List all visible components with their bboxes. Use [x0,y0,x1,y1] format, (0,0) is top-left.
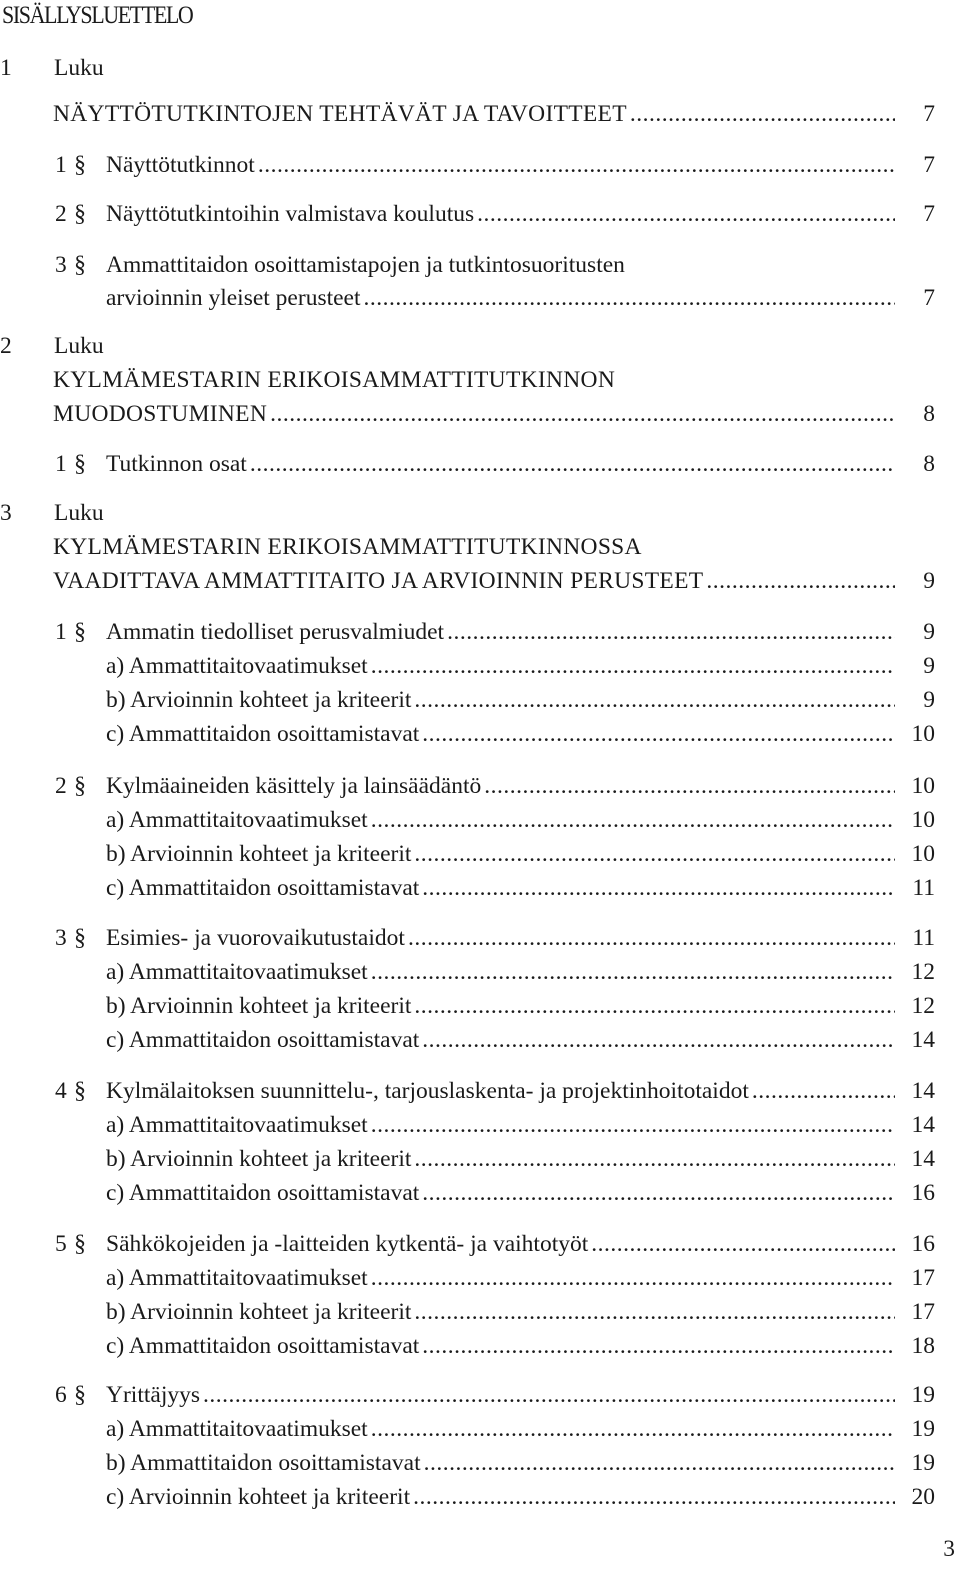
section-symbol: § [74,1231,86,1257]
chapter-label: Luku [54,500,104,526]
chapter-number: 3 [0,500,12,526]
dot-leader [422,1024,895,1056]
toc-entry-subsection[interactable] [106,1413,935,1445]
toc-entry-subsection[interactable] [106,1330,935,1362]
subsection-title: c) Ammattitaidon osoittamistavat [106,1333,420,1359]
section-number: 1 [55,619,67,645]
section-title-line2: arvioinnin yleiset perusteet [106,285,361,311]
toc-entry-subsection[interactable] [106,1447,935,1479]
dot-leader [706,565,895,597]
toc-entry-subsection[interactable] [106,804,935,836]
page-ref: 19 [911,1450,935,1476]
toc-entry-subsection[interactable] [106,650,935,682]
page-ref: 7 [923,101,935,127]
subsection-title: b) Arvioinnin kohteet ja kriteerit [106,687,412,713]
chapter-label: Luku [54,55,104,81]
section-symbol: § [74,925,86,951]
section-title: Näyttötutkinnot [106,152,255,178]
page-ref: 10 [911,773,935,799]
toc-entry-subsection[interactable] [106,956,935,988]
toc-entry-section[interactable] [0,198,935,230]
page-ref: 10 [911,841,935,867]
dot-leader [203,1379,895,1411]
dot-leader [258,149,895,181]
dot-leader [447,616,895,648]
section-title: Näyttötutkintoihin valmistava koulutus [106,201,475,227]
section-number: 1 [55,152,67,178]
page-ref: 14 [911,1027,935,1053]
page-ref: 16 [911,1180,935,1206]
dot-leader [422,1330,895,1362]
dot-leader [414,1143,895,1175]
page-ref: 19 [911,1382,935,1408]
page-ref: 14 [911,1112,935,1138]
toc-title: SISÄLLYSLUETTELO [2,2,193,29]
toc-entry-chapter[interactable] [53,398,935,430]
section-symbol: § [74,252,86,278]
section-number: 2 [55,773,67,799]
subsection-title: c) Arvioinnin kohteet ja kriteerit [106,1484,411,1510]
page-ref: 12 [911,959,935,985]
page-ref: 7 [923,285,935,311]
chapter-title: KYLMÄMESTARIN ERIKOISAMMATTITUTKINNOSSA [53,534,642,560]
page-ref: 9 [923,568,935,594]
toc-entry-subsection[interactable] [106,1143,935,1175]
section-title: Tutkinnon osat [106,451,247,477]
dot-leader [371,804,895,836]
chapter-label: Luku [54,333,104,359]
toc-entry-subsection[interactable] [106,872,935,904]
chapter-title-line2: MUODOSTUMINEN [53,401,268,427]
page-ref: 10 [911,721,935,747]
page-ref: 9 [923,687,935,713]
subsection-title: b) Arvioinnin kohteet ja kriteerit [106,1146,412,1172]
section-symbol: § [74,451,86,477]
chapter-title: NÄYTTÖTUTKINTOJEN TEHTÄVÄT JA TAVOITTEET [53,101,627,127]
section-symbol: § [74,773,86,799]
toc-entry-chapter[interactable] [53,565,935,597]
page-number: 3 [943,1536,955,1562]
page-ref: 14 [911,1146,935,1172]
toc-entry-subsection[interactable] [106,718,935,750]
page-ref: 11 [912,925,935,951]
subsection-title: b) Arvioinnin kohteet ja kriteerit [106,841,412,867]
dot-leader [484,770,895,802]
toc-entry-subsection[interactable] [106,838,935,870]
dot-leader [413,1481,895,1513]
section-title: Sähkökojeiden ja -laitteiden kytkentä- ja vaihtotyöt [106,1231,589,1257]
dot-leader [414,990,895,1022]
dot-leader [422,1177,895,1209]
chapter-title-line2: VAADITTAVA AMMATTITAITO JA ARVIOINNIN PERUSTEET [53,568,704,594]
dot-leader [371,1109,895,1141]
section-symbol: § [74,201,86,227]
page-ref: 8 [923,401,935,427]
section-symbol: § [74,1078,86,1104]
page-ref: 17 [911,1265,935,1291]
section-title: Ammatin tiedolliset perusvalmiudet [106,619,445,645]
section-symbol: § [74,1382,86,1408]
section-symbol: § [74,152,86,178]
toc-entry-section[interactable] [0,922,935,954]
page-ref: 18 [911,1333,935,1359]
toc-entry-subsection[interactable] [106,990,935,1022]
dot-leader [371,956,895,988]
section-title: Esimies- ja vuorovaikutustaidot [106,925,405,951]
section-title-line1: Ammattitaidon osoittamistapojen ja tutkintosuoritusten [106,252,625,278]
subsection-title: b) Ammattitaidon osoittamistavat [106,1450,421,1476]
section-number: 4 [55,1078,67,1104]
dot-leader [371,1262,895,1294]
page-ref: 20 [911,1484,935,1510]
dot-leader [414,1296,895,1328]
toc-entry-subsection[interactable] [106,1177,935,1209]
subsection-title: a) Ammattitaitovaatimukset [106,653,368,679]
toc-entry-section[interactable] [0,1379,935,1411]
subsection-title: a) Ammattitaitovaatimukset [106,959,368,985]
toc-entry-subsection[interactable] [106,1481,935,1513]
toc-entry-subsection[interactable] [106,1024,935,1056]
toc-entry-subsection[interactable] [106,684,935,716]
subsection-title: a) Ammattitaitovaatimukset [106,1416,368,1442]
toc-entry-section[interactable] [0,1075,935,1107]
page-ref: 14 [911,1078,935,1104]
dot-leader [270,398,895,430]
page-ref: 16 [911,1231,935,1257]
dot-leader [422,872,895,904]
toc-entry-section[interactable] [0,770,935,802]
dot-leader [424,1447,895,1479]
page-ref: 17 [911,1299,935,1325]
toc-entry-subsection[interactable] [106,1296,935,1328]
page-ref: 8 [923,451,935,477]
toc-entry-section[interactable] [0,1228,935,1260]
page-ref: 11 [912,875,935,901]
dot-leader [630,98,895,130]
section-title: Yrittäjyys [106,1382,200,1408]
page-ref: 9 [923,619,935,645]
dot-leader [364,282,895,314]
subsection-title: c) Ammattitaidon osoittamistavat [106,1027,420,1053]
page-ref: 9 [923,653,935,679]
toc-entry-section[interactable] [0,149,935,181]
chapter-number: 2 [0,333,12,359]
subsection-title: c) Ammattitaidon osoittamistavat [106,721,420,747]
toc-entry-section[interactable] [0,249,935,281]
dot-leader [414,684,895,716]
subsection-title: a) Ammattitaitovaatimukset [106,807,368,833]
subsection-title: c) Ammattitaidon osoittamistavat [106,875,420,901]
section-title: Kylmäaineiden käsittely ja lainsäädäntö [106,773,482,799]
page-ref: 7 [923,201,935,227]
toc-entry-section[interactable] [0,616,935,648]
section-number: 3 [55,252,67,278]
section-number: 6 [55,1382,67,1408]
dot-leader [752,1075,895,1107]
dot-leader [371,650,895,682]
page-ref: 12 [911,993,935,1019]
toc-entry-section[interactable] [0,448,935,480]
dot-leader [414,838,895,870]
page-ref: 19 [911,1416,935,1442]
subsection-title: c) Ammattitaidon osoittamistavat [106,1180,420,1206]
subsection-title: a) Ammattitaitovaatimukset [106,1112,368,1138]
chapter-number: 1 [0,55,12,81]
dot-leader [371,1413,895,1445]
section-symbol: § [74,619,86,645]
chapter-title: KYLMÄMESTARIN ERIKOISAMMATTITUTKINNON [53,367,616,393]
dot-leader [408,922,895,954]
dot-leader [250,448,895,480]
toc-entry-chapter[interactable] [53,98,935,130]
toc-entry-section-cont[interactable] [106,282,935,314]
section-title: Kylmälaitoksen suunnittelu-, tarjouslaskenta- ja projektinhoitotaidot [106,1078,749,1104]
subsection-title: b) Arvioinnin kohteet ja kriteerit [106,1299,412,1325]
section-number: 1 [55,451,67,477]
page-ref: 10 [911,807,935,833]
section-number: 2 [55,201,67,227]
dot-leader [591,1228,895,1260]
toc-entry-subsection[interactable] [106,1262,935,1294]
toc-entry-subsection[interactable] [106,1109,935,1141]
subsection-title: a) Ammattitaitovaatimukset [106,1265,368,1291]
dot-leader [477,198,895,230]
dot-leader [422,718,895,750]
section-number: 5 [55,1231,67,1257]
subsection-title: b) Arvioinnin kohteet ja kriteerit [106,993,412,1019]
page-ref: 7 [923,152,935,178]
section-number: 3 [55,925,67,951]
